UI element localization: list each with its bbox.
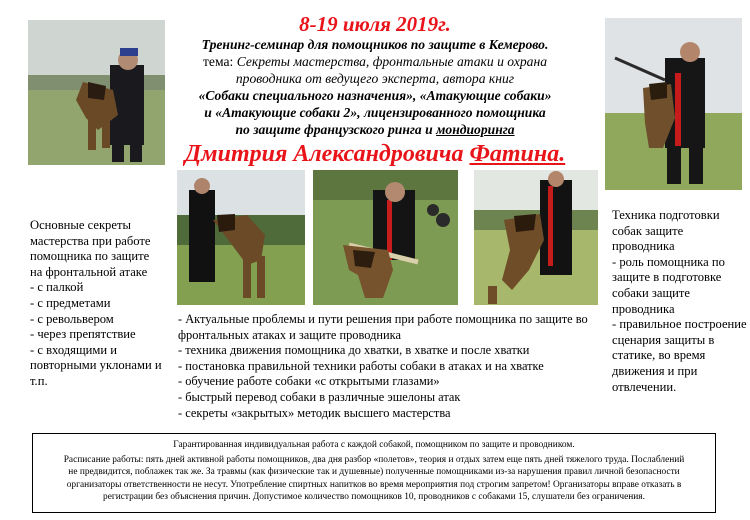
event-topic-line-1 [172,54,578,71]
middle-line: - секреты «закрытых» методик высшего мастерства [178,405,451,420]
expert-name-first: Дмитрия Александровича [184,141,470,167]
event-date: 8-19 июля 2019г. [299,12,451,36]
left-line: - с предметами [30,295,111,310]
photo-dog-attack-helper-5 [474,170,598,305]
left-line: Основные секреты [30,218,131,232]
schedule-line: регистрации без объяснения причин. Допустимое количество помощников 10, проводников с собаками 15, слушатели без ограничения. [103,491,645,502]
event-topic-line-2: проводника от ведущего эксперта, автора книг [235,70,515,86]
right-line: проводника [612,239,675,254]
left-line: - с входящими и [30,342,118,357]
left-line: - с палкой [30,280,84,295]
right-topic-list [612,208,747,395]
left-line: - через препятствие [30,327,136,342]
schedule-line: организаторы ответственности не несут. Употребление спиртных напитков во время мероприятия под строгим запретом! Организаторы вправе отказать в [66,479,682,490]
photo-dog-attack-helper-4 [313,170,458,305]
books-line-3 [172,122,578,139]
topic-prefix: тема: [202,53,234,69]
middle-line: фронтальных атаках и защите проводника [178,327,402,342]
left-line: повторными уклонами и [30,358,162,373]
middle-line: - Актуальные проблемы и пути решения при работе помощника по защите во [178,312,588,326]
books-line-2: и «Атакующие собаки 2», лицензированного помощника [204,104,546,120]
right-line: отвлечении. [612,379,677,394]
left-line: - с револьвером [30,311,114,326]
right-line: Техника подготовки [612,208,720,222]
left-line: помощника по защите [30,249,150,264]
photo-middle-1 [177,170,305,305]
right-line: движения и при [612,363,698,378]
right-line: сценария защиты в [612,332,715,347]
right-line: - роль помощника по [612,254,725,269]
middle-line: - постановка правильной техники работы собаки в атаках и на хватке [178,358,544,373]
event-title: Тренинг-семинар для помощников по защите в Кемерово. [201,37,549,52]
left-line: т.п. [30,373,48,388]
photo-middle-2 [313,170,458,305]
photo-top-left [28,20,165,165]
middle-line: - быстрый перевод собаки в различные эшелоны атак [178,389,461,404]
books-line-3-text: по защите французского ринга и [235,121,437,137]
middle-line: - обучение работе собаки «с открытыми глазами» [178,374,440,389]
mondioring-text: мондиоринга [436,121,515,137]
topic-text-1: Секреты мастерства, фронтальные атаки и охрана [236,53,548,69]
left-line: мастерства при работе [30,233,151,248]
right-line: собаки защите [612,285,690,300]
books-line-1: «Собаки специального назначения», «Атакующие собаки» [198,87,552,103]
right-line: собак защите [612,223,684,238]
right-line: статике, во время [612,348,706,363]
photo-dog-attack-helper-1 [28,20,165,165]
middle-topic-list [178,312,598,421]
photo-top-right [605,18,742,190]
photo-dog-attack-helper-3 [177,170,305,305]
schedule-line: не предвидится, поблажек так же. За травмы (как физические так и душевные) полученные помощниками из-за нарушения правил личной безопасности [68,467,680,478]
event-headline [172,37,578,138]
middle-line: - техника движения помощника до хватки, в хватке и после хватки [178,343,530,358]
left-topic-list [30,218,165,390]
schedule-line: Расписание работы: пять дней активной работы помощников, два дня разбор «полетов», теория и отдых затем еще пять дней тяжелого труда. Послаблений [63,455,685,466]
guarantee-text: Гарантированная индивидуальная работа с каждой собакой, помощником по защите и проводником. [173,440,575,450]
right-line: защите в подготовке [612,270,722,285]
right-line: - правильное построение [612,317,747,332]
left-line: на фронтальной атаке [30,264,148,279]
schedule-info-box [32,433,716,513]
expert-name [172,140,578,168]
photo-dog-attack-helper-2 [605,18,742,190]
expert-name-last: Фатина. [469,141,566,167]
photo-middle-3 [474,170,598,305]
right-line: проводника [612,301,675,316]
